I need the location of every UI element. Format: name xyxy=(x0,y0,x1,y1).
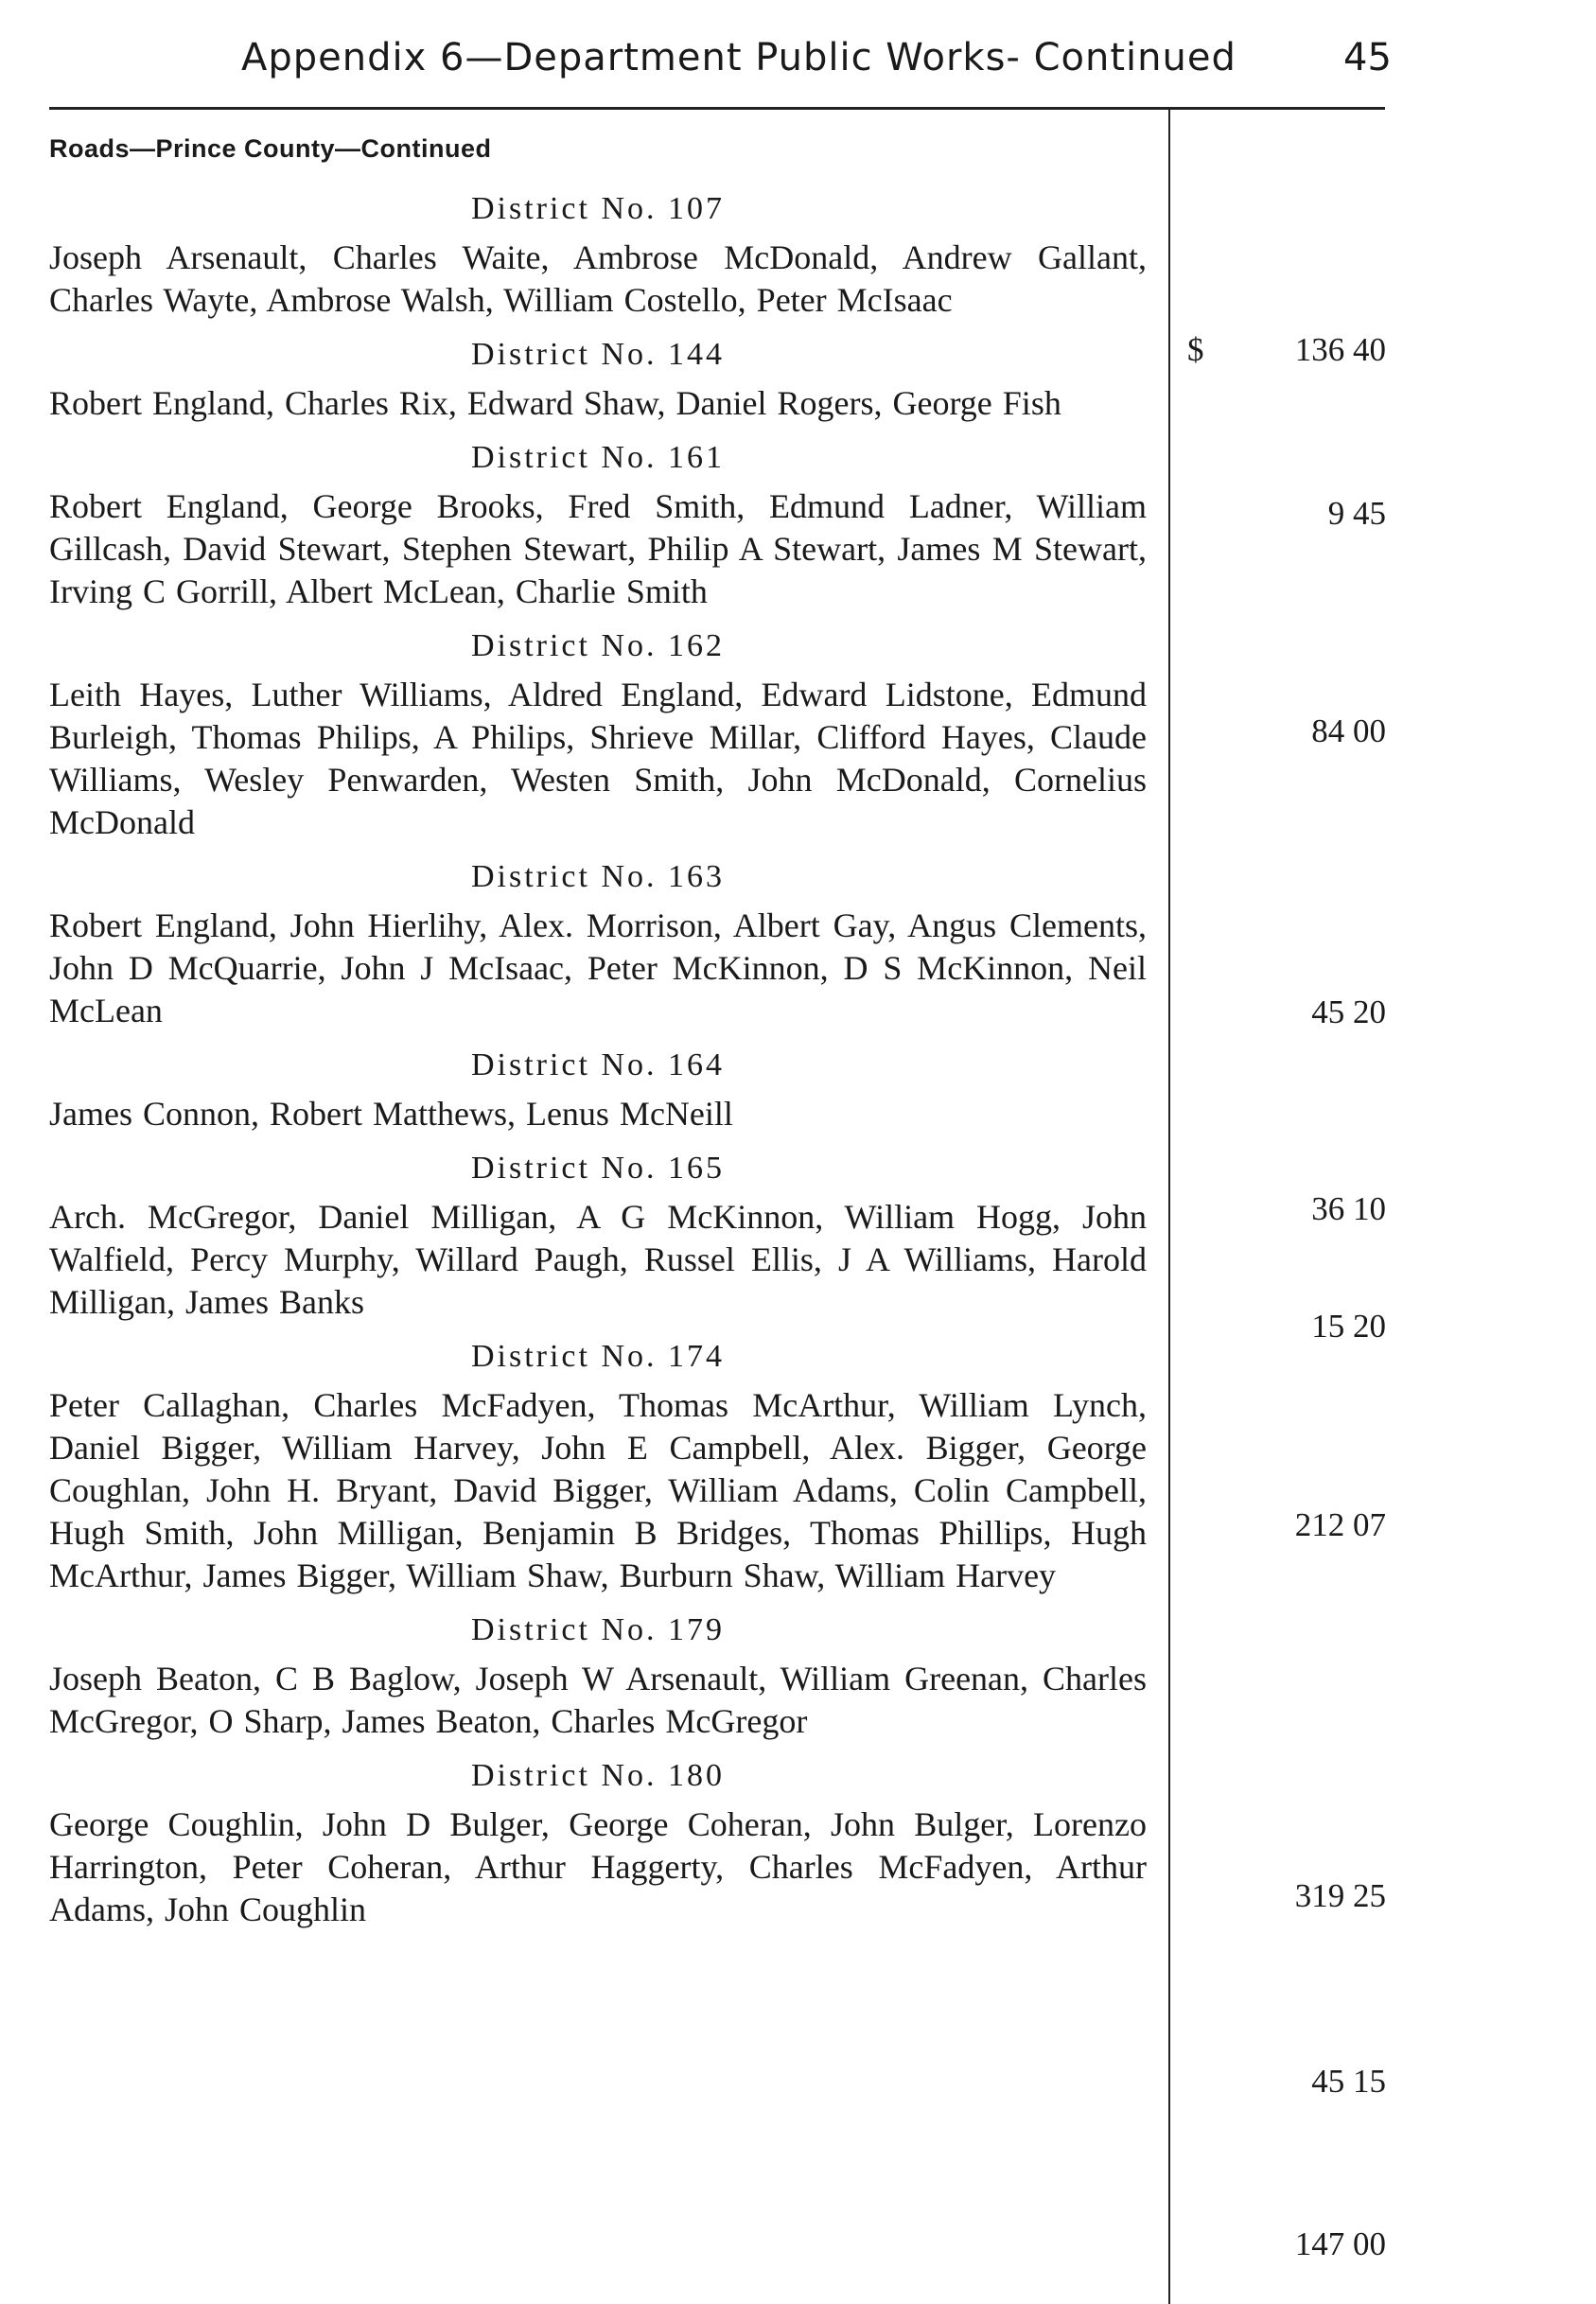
district-entry xyxy=(49,1042,1147,1135)
page-number: 45 xyxy=(1343,36,1392,79)
running-title: Appendix 6—Department Public Works- Continued xyxy=(241,36,1236,79)
district-entry xyxy=(49,1333,1147,1597)
district-entry xyxy=(49,1752,1147,1931)
district-entry xyxy=(49,331,1147,425)
district-title: District No. 164 xyxy=(470,1047,726,1082)
amount-column-rule xyxy=(1168,109,1170,2304)
district-title: District No. 107 xyxy=(470,191,726,226)
district-amount: 15 20 xyxy=(1311,1308,1386,1345)
district-names: Arch. McGregor, Daniel Milligan, A G McKinnon, William Hogg, John Walfield, Percy Murphy, Willard Paugh, Russel Ellis, J A Williams, Harold Milligan, James Banks xyxy=(49,1198,1147,1321)
district-names: Robert England, John Hierlihy, Alex. Morrison, Albert Gay, Angus Clements, John D McQuarrie, John J McIsaac, Peter McKinnon, D S McKinnon, Neil McLean xyxy=(49,906,1147,1029)
district-names: James Connon, Robert Matthews, Lenus McNeill xyxy=(49,1095,733,1133)
district-list xyxy=(49,185,1147,1941)
district-amount: 147 00 xyxy=(1294,2225,1386,2262)
header-rule xyxy=(49,107,1385,110)
page-header xyxy=(0,36,1596,102)
district-amount: 9 45 xyxy=(1327,495,1386,532)
district-title: District No. 180 xyxy=(470,1758,726,1793)
district-title: District No. 162 xyxy=(470,628,726,663)
district-names: George Coughlin, John D Bulger, George Coheran, John Bulger, Lorenzo Harrington, Peter Coheran, Arthur Haggerty, Charles McFadyen, Arthur Adams, John Coughlin xyxy=(49,1805,1147,1928)
district-names: Robert England, Charles Rix, Edward Shaw, Daniel Rogers, George Fish xyxy=(49,384,1061,422)
district-entry xyxy=(49,185,1147,322)
district-names: Robert England, George Brooks, Fred Smith, Edmund Ladner, William Gillcash, David Stewart, Stephen Stewart, Philip A Stewart, James M Stewart, Irving C Gorrill, Albert McLean, Charlie Smith xyxy=(49,487,1147,610)
district-names: Peter Callaghan, Charles McFadyen, Thomas McArthur, William Lynch, Daniel Bigger, William Harvey, John E Campbell, Alex. Bigger, George Coughlan, John H. Bryant, David Bigger, William Adams, Colin Campbell, Hugh Smith, John Milligan, Benjamin B Bridges, Thomas Phillips, Hugh McArthur, James Bigger, William Shaw, Burburn Shaw, William Harvey xyxy=(49,1386,1147,1594)
district-title: District No. 163 xyxy=(470,859,726,894)
district-amount: 84 00 xyxy=(1311,712,1386,749)
district-amount: 36 10 xyxy=(1311,1190,1386,1227)
district-amount: 319 25 xyxy=(1294,1877,1386,1914)
district-title: District No. 179 xyxy=(470,1612,726,1647)
section-heading: Roads—Prince County—Continued xyxy=(49,134,492,163)
district-entry xyxy=(49,1607,1147,1743)
district-amount: 45 15 xyxy=(1311,2063,1386,2100)
district-entry xyxy=(49,853,1147,1032)
district-title: District No. 174 xyxy=(470,1339,726,1374)
district-names: Leith Hayes, Luther Williams, Aldred England, Edward Lidstone, Edmund Burleigh, Thomas Philips, A Philips, Shrieve Millar, Clifford Hayes, Claude Williams, Wesley Penwarden, Westen Smith, John McDonald, Cornelius McDonald xyxy=(49,676,1147,841)
district-names: Joseph Arsenault, Charles Waite, Ambrose McDonald, Andrew Gallant, Charles Wayte, Ambrose Walsh, William Costello, Peter McIsaac xyxy=(49,238,1147,319)
district-amount: 45 20 xyxy=(1311,994,1386,1030)
district-title: District No. 144 xyxy=(470,337,726,372)
currency-symbol: $ xyxy=(1187,331,1204,368)
district-names: Joseph Beaton, C B Baglow, Joseph W Arsenault, William Greenan, Charles McGregor, O Sharp, James Beaton, Charles McGregor xyxy=(49,1660,1147,1740)
district-title: District No. 165 xyxy=(470,1151,726,1186)
district-amount: 212 07 xyxy=(1294,1506,1386,1543)
district-title: District No. 161 xyxy=(470,440,726,475)
district-entry xyxy=(49,1145,1147,1324)
district-amount: 136 40 xyxy=(1294,331,1386,368)
district-entry xyxy=(49,623,1147,844)
district-entry xyxy=(49,434,1147,613)
